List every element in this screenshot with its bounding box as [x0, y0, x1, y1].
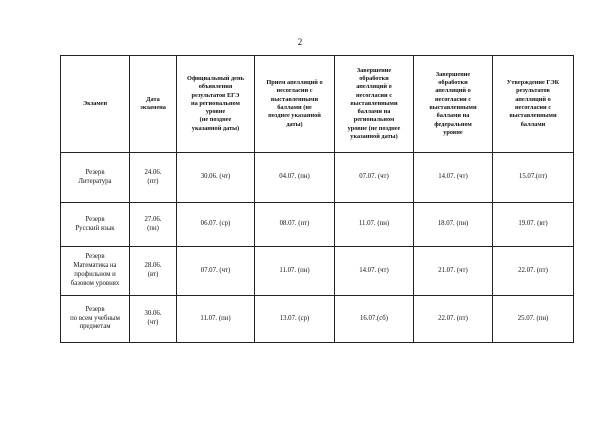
table-row — [61, 203, 574, 247]
cell-federal-processing: 18.07. (пн) — [414, 203, 493, 247]
cell-exam: Резерв Русский язык — [61, 203, 130, 247]
cell-appeal-acceptance: 11.07. (пн) — [255, 247, 335, 296]
cell-results-announcement: 06.07. (ср) — [177, 203, 255, 247]
cell-federal-processing: 14.07. (чт) — [414, 153, 493, 203]
header-federal-processing: Завершение обработки апелляций о несогласии с выставленными баллами на федеральном уровне — [414, 56, 493, 153]
cell-federal-processing: 21.07. (чт) — [414, 247, 493, 296]
cell-regional-processing: 07.07. (чт) — [335, 153, 414, 203]
header-regional-processing: Завершение обработки апелляций о несогласии с выставленными баллами на региональном уровне (не позднее указанной даты) — [335, 56, 414, 153]
header-results-announcement: Официальный день объявления результатов ЕГЭ на региональном уровне (не позднее указанной даты) — [177, 56, 255, 153]
cell-exam-date: 27.06. (пн) — [130, 203, 177, 247]
cell-results-announcement: 30.06. (чт) — [177, 153, 255, 203]
header-gek-approval: Утверждение ГЭК результатов апелляций о несогласии с выставленными баллами — [493, 56, 574, 153]
cell-results-announcement: 11.07. (пн) — [177, 296, 255, 343]
cell-gek-approval: 19.07. (вт) — [493, 203, 574, 247]
table-row — [61, 247, 574, 296]
cell-exam-date: 30.06. (чт) — [130, 296, 177, 343]
cell-exam-date: 28.06. (вт) — [130, 247, 177, 296]
cell-appeal-acceptance: 13.07. (ср) — [255, 296, 335, 343]
cell-appeal-acceptance: 04.07. (пн) — [255, 153, 335, 203]
header-exam-date: Дата экзамена — [130, 56, 177, 153]
cell-exam: Резерв по всем учебным предметам — [61, 296, 130, 343]
cell-regional-processing: 14.07. (чт) — [335, 247, 414, 296]
table-header-row — [61, 56, 574, 153]
cell-regional-processing: 11.07. (пн) — [335, 203, 414, 247]
header-exam: Экзамен — [61, 56, 130, 153]
cell-gek-approval: 15.07.(пт) — [493, 153, 574, 203]
cell-gek-approval: 22.07. (пт) — [493, 247, 574, 296]
cell-gek-approval: 25.07. (пн) — [493, 296, 574, 343]
cell-regional-processing: 16.07.(сб) — [335, 296, 414, 343]
exam-schedule-table — [60, 55, 574, 343]
cell-federal-processing: 22.07. (пт) — [414, 296, 493, 343]
cell-exam-date: 24.06. (пт) — [130, 153, 177, 203]
cell-exam: Резерв Литература — [61, 153, 130, 203]
header-appeal-acceptance: Прием апелляций о несогласии с выставленными баллами (не позднее указанной даты) — [255, 56, 335, 153]
page-number: 2 — [297, 37, 303, 47]
table-row — [61, 153, 574, 203]
cell-results-announcement: 07.07. (чт) — [177, 247, 255, 296]
table-row — [61, 296, 574, 343]
cell-appeal-acceptance: 08.07. (пт) — [255, 203, 335, 247]
cell-exam: Резерв Математика на профильном и базовом уровнях — [61, 247, 130, 296]
